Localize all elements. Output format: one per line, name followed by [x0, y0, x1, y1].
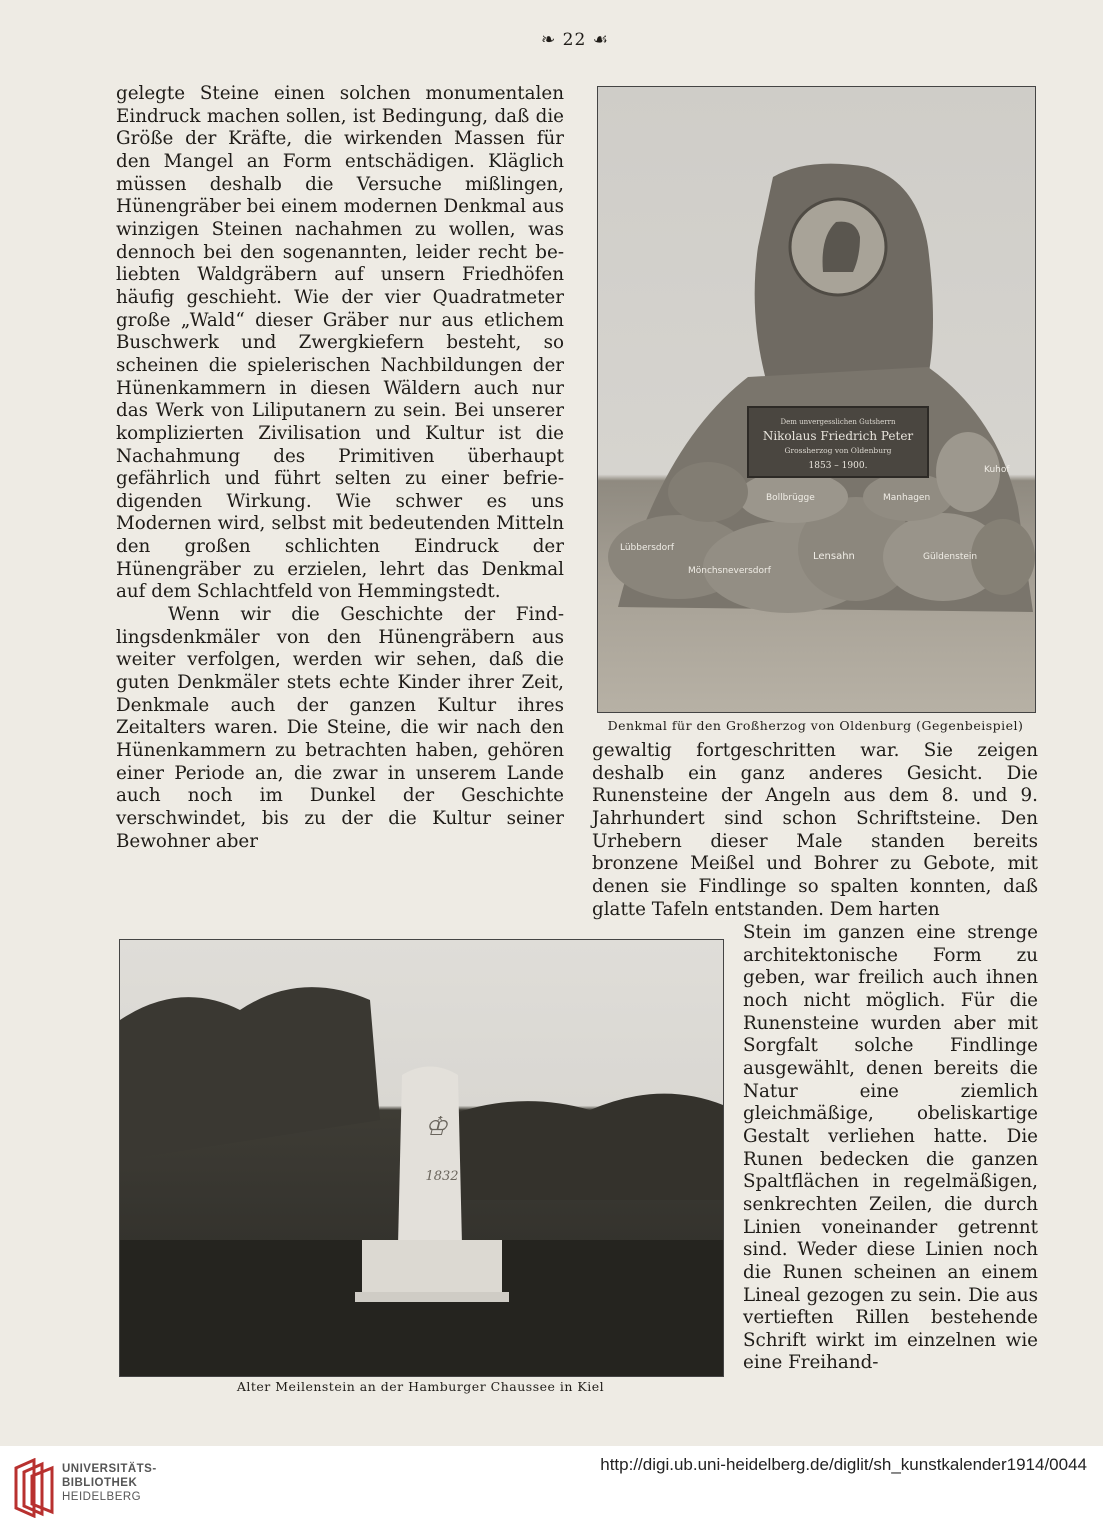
milestone-caption: Alter Meilenstein an der Hamburger Chaussee in Kiel [236, 1379, 605, 1394]
plaque-line-2: Nikolaus Friedrich Peter [762, 429, 914, 443]
right-narrow-paragraph: Stein im ganzen eine strenge architektonische Form zu geben, war freilich auch ihnen noch nicht möglich. Für die Runensteine wurden aber mit Sorgfalt solche Findlinge ausgewählt, denen bereits die Natur eine ziemlich gleichmäßige, obeliskartige Gestalt verliehen hatte. Die Runen bedecken die ganzen Spaltflächen in regelmäßigen, senkrechten Zeilen, die durch Linien voneinander getrennt sind. Weder diese Linien noch die Runen scheinen an einem Lineal gezogen zu sein. Die aus vertieften Rillen bestehende Schrift wirkt im einzelnen wie eine Freihand- [743, 922, 1038, 1374]
milestone-year: 1832 [425, 1169, 459, 1184]
page-number-value: 22 [562, 30, 587, 50]
plaque-line-4: 1853 – 1900. [808, 461, 868, 471]
university-logo-icon [12, 1458, 56, 1518]
stone-label-lensahn: Lensahn [813, 551, 855, 562]
milestone-illustration [120, 940, 723, 1376]
stone-label-gueldenstein: Güldenstein [923, 552, 978, 562]
footer-bar [0, 1446, 1103, 1530]
plaque-line-3: Grossherzog von Oldenburg [784, 446, 892, 455]
institution-line-2: BIBLIOTHEK [62, 1477, 138, 1489]
monument-illustration [598, 87, 1035, 712]
page-number [520, 30, 630, 50]
source-url-link[interactable]: http://digi.ub.uni-heidelberg.de/diglit/sh_kunstkalender1914/0044 [600, 1455, 1087, 1474]
milestone-monogram: ♔ [424, 1112, 448, 1142]
milestone-photo [119, 939, 724, 1377]
institution-line-3: HEIDELBERG [62, 1491, 142, 1503]
text-column-left [116, 83, 564, 853]
stone-label-bollbruegge: Bollbrügge [766, 493, 815, 503]
right-paragraph: gewaltig fortgeschritten war. Sie zeigen deshalb ein ganz anderes Gesicht. Die Runensteine der Angeln aus dem 8. und 9. Jahrhundert sind schon Schriftsteine. Den Urhebern dieser Male standen bereits bronzene Meißel und Bohrer zu Gebote, mit denen sie Findlinge so spalten konnten, daß glatte Tafeln entstanden. Dem harten [592, 740, 1038, 920]
plaque-line-1: Dem unvergesslichen Gutsherrn [780, 418, 896, 426]
institution-name [62, 1462, 157, 1504]
page-ornament-right: ☙ [592, 30, 609, 50]
paragraph-1: gelegte Steine einen solchen monumentalen Eindruck machen sollen, ist Bedingung, daß die Größe der Kräfte, die wirkenden Massen für den Mangel an Form entschädigen. Kläglich müssen deshalb die Versuche mißlingen, Hünengräber bei einem modernen Denkmal aus winzigen Steinen nachahmen zu wollen, was dennoch bei den sogenannten, leider recht beliebten Waldgräbern auf unsern Friedhöfen häufig geschieht. Wie der vier Quadratmeter große „Wald“ dieser Gräber nur aus etlichem Buschwerk und Zwergkiefern besteht, so scheinen die spielerischen Nachbildungen der Hünenkammern in diesen Wäldern auch nur das Werk von Liliputanern zu sein. Bei unserer komplizierten Zivilisation und Kultur ist die Nachahmung des Primitiven überhaupt gefährlich und führt selten zu einer befriedigenden Wirkung. Wie schwer es uns Modernen wird, selbst mit bedeutenden Mitteln den großen schlichten Eindruck der Hünengräber zu erzielen, lehrt das Denkmal auf dem Schlachtfeld von Hemmingstedt. [116, 83, 564, 603]
stone-label-moenchsneversdorf: Mönchsneversdorf [688, 566, 771, 576]
institution-line-1: UNIVERSITÄTS- [62, 1463, 157, 1475]
monument-photo [597, 86, 1036, 713]
text-column-right [592, 740, 1038, 921]
monument-caption: Denkmal für den Großherzog von Oldenburg (Gegenbeispiel) [607, 718, 1024, 733]
stone-label-luebbersdorf: Lübbersdorf [620, 543, 674, 553]
stone-label-kuhof: Kuhof [984, 465, 1010, 475]
stone-label-manhagen: Manhagen [883, 493, 931, 503]
paragraph-2: Wenn wir die Geschichte der Findlingsdenkmäler von den Hünengräbern aus weiter verfolgen, werden wir sehen, daß die guten Denkmäler stets echte Kinder ihrer Zeit, Denkmale auch der ganzen Kultur ihres Zeitalters waren. Die Steine, die wir nach den Hünenkammern zu betrachten haben, gehören einer Periode an, die zwar in unserem Lande auch noch im Dunkel der Geschichte verschwindet, bis zu der die Kultur seiner Bewohner aber [116, 604, 564, 852]
text-column-right-narrow [743, 922, 1038, 1375]
page-ornament-left: ❧ [541, 30, 557, 50]
